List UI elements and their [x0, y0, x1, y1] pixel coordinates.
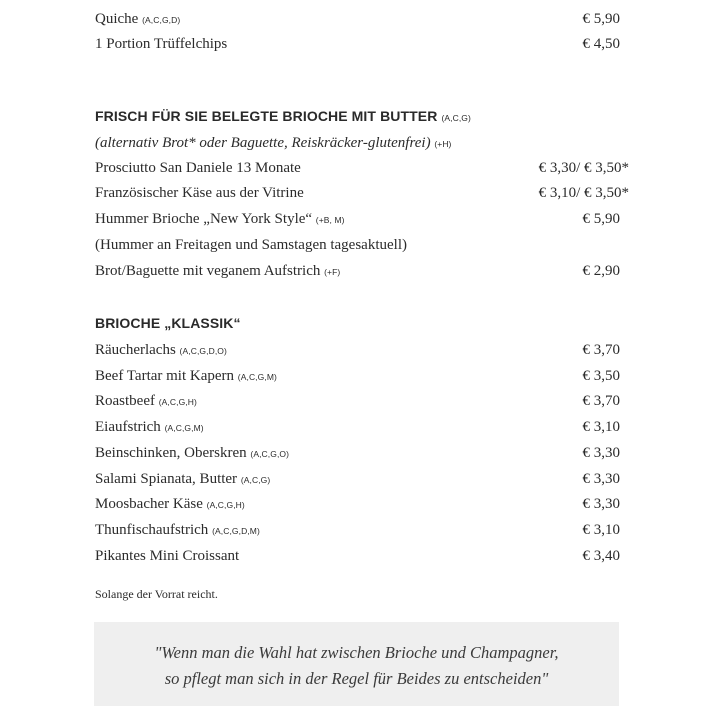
- menu-item: [95, 207, 620, 231]
- item-price: € 5,90: [582, 11, 620, 27]
- item-name: Salami Spianata, Butter: [95, 471, 238, 487]
- item-price: € 3,30: [582, 445, 620, 461]
- item-price: € 2,90: [582, 263, 620, 279]
- item-name-wrap: [95, 518, 260, 543]
- item-allergens: (A,C,G,D,M): [212, 526, 260, 536]
- item-price: € 5,90: [582, 211, 620, 227]
- item-allergens: (+B, M): [315, 215, 345, 225]
- item-name-wrap: [95, 389, 197, 414]
- item-price: € 3,40: [582, 548, 620, 564]
- item-name: Quiche: [95, 11, 139, 27]
- item-name: 1 Portion Trüffelchips: [95, 36, 228, 52]
- quote-box: [94, 622, 619, 706]
- item-allergens: (A,C,G,H): [206, 500, 245, 510]
- section-heading-brioche-klassik: [95, 312, 241, 334]
- menu-item: [95, 441, 620, 465]
- item-name: Hummer Brioche „New York Style“: [95, 211, 313, 227]
- menu-item: [95, 259, 620, 283]
- item-allergens: (A,C,G,O): [250, 449, 290, 459]
- item-name: Moosbacher Käse: [95, 496, 203, 512]
- item-name-wrap: [95, 7, 180, 32]
- menu-item-note: [95, 233, 620, 257]
- subtitle-wrap: [95, 131, 452, 156]
- item-name: (Hummer an Freitagen und Samstagen tagesaktuell): [95, 237, 407, 253]
- heading-text: FRISCH FÜR SIE BELEGTE BRIOCHE MIT BUTTER: [95, 108, 438, 124]
- item-allergens: (A,C,G,M): [164, 423, 204, 433]
- menu-item: [95, 518, 620, 542]
- item-allergens: (A,C,G,H): [158, 397, 197, 407]
- item-allergens: (+F): [324, 267, 341, 277]
- item-price: € 3,70: [582, 393, 620, 409]
- quote-line-2: so pflegt man sich in der Regel für Beides zu entscheiden": [164, 669, 549, 688]
- menu-item: [95, 544, 620, 568]
- item-allergens: (A,C,G,D,O): [179, 346, 227, 356]
- item-price: € 4,50: [582, 36, 620, 52]
- item-name: Brot/Baguette mit veganem Aufstrich: [95, 263, 321, 279]
- item-name-wrap: [95, 338, 227, 363]
- item-price: € 3,30: [582, 471, 620, 487]
- item-name-wrap: [95, 492, 245, 517]
- quote-line-1: "Wenn man die Wahl hat zwischen Brioche und Champagner,: [154, 643, 559, 662]
- menu-item: [95, 492, 620, 516]
- item-price: € 3,70: [582, 342, 620, 358]
- item-name-wrap: [95, 364, 277, 389]
- item-name: Pikantes Mini Croissant: [95, 548, 240, 564]
- menu-item: [95, 364, 620, 388]
- menu-item: [95, 181, 629, 205]
- item-price: € 3,50: [582, 368, 620, 384]
- item-allergens: (A,C,G): [240, 475, 271, 485]
- item-name-wrap: [95, 207, 345, 232]
- menu-item: [95, 415, 620, 439]
- subtitle-text: (alternativ Brot* oder Baguette, Reiskräcker-glutenfrei): [95, 135, 431, 151]
- item-price: € 3,30: [582, 496, 620, 512]
- item-price: € 3,10/ € 3,50*: [538, 185, 629, 201]
- item-price: € 3,30/ € 3,50*: [538, 160, 629, 176]
- menu-item: [95, 156, 629, 180]
- item-allergens: (A,C,G,D): [142, 15, 181, 25]
- item-name-wrap: [95, 467, 270, 492]
- item-name: Prosciutto San Daniele 13 Monate: [95, 160, 301, 176]
- menu-item: [95, 32, 620, 56]
- menu-item: [95, 338, 620, 362]
- menu-item: [95, 7, 620, 31]
- section-subtitle: [95, 131, 620, 155]
- item-name: Eiaufstrich: [95, 419, 161, 435]
- section-heading-brioche-butter: [95, 105, 471, 129]
- heading-text: BRIOCHE „KLASSIK“: [95, 315, 241, 331]
- availability-note: Solange der Vorrat reicht.: [95, 587, 218, 601]
- menu-item: [95, 467, 620, 491]
- item-name-wrap: [95, 415, 204, 440]
- item-name: Räucherlachs: [95, 342, 176, 358]
- item-name: Beef Tartar mit Kapern: [95, 368, 235, 384]
- item-allergens: (A,C,G,M): [237, 372, 277, 382]
- item-price: € 3,10: [582, 522, 620, 538]
- item-name: Roastbeef: [95, 393, 155, 409]
- item-name-wrap: [95, 259, 340, 284]
- heading-allergens: (A,C,G): [441, 113, 471, 123]
- item-name: Französischer Käse aus der Vitrine: [95, 185, 304, 201]
- item-name-wrap: [95, 441, 289, 466]
- menu-item: [95, 389, 620, 413]
- item-name: Thunfischaufstrich: [95, 522, 209, 538]
- item-name: Beinschinken, Oberskren: [95, 445, 247, 461]
- item-price: € 3,10: [582, 419, 620, 435]
- subtitle-allergens: (+H): [434, 139, 452, 149]
